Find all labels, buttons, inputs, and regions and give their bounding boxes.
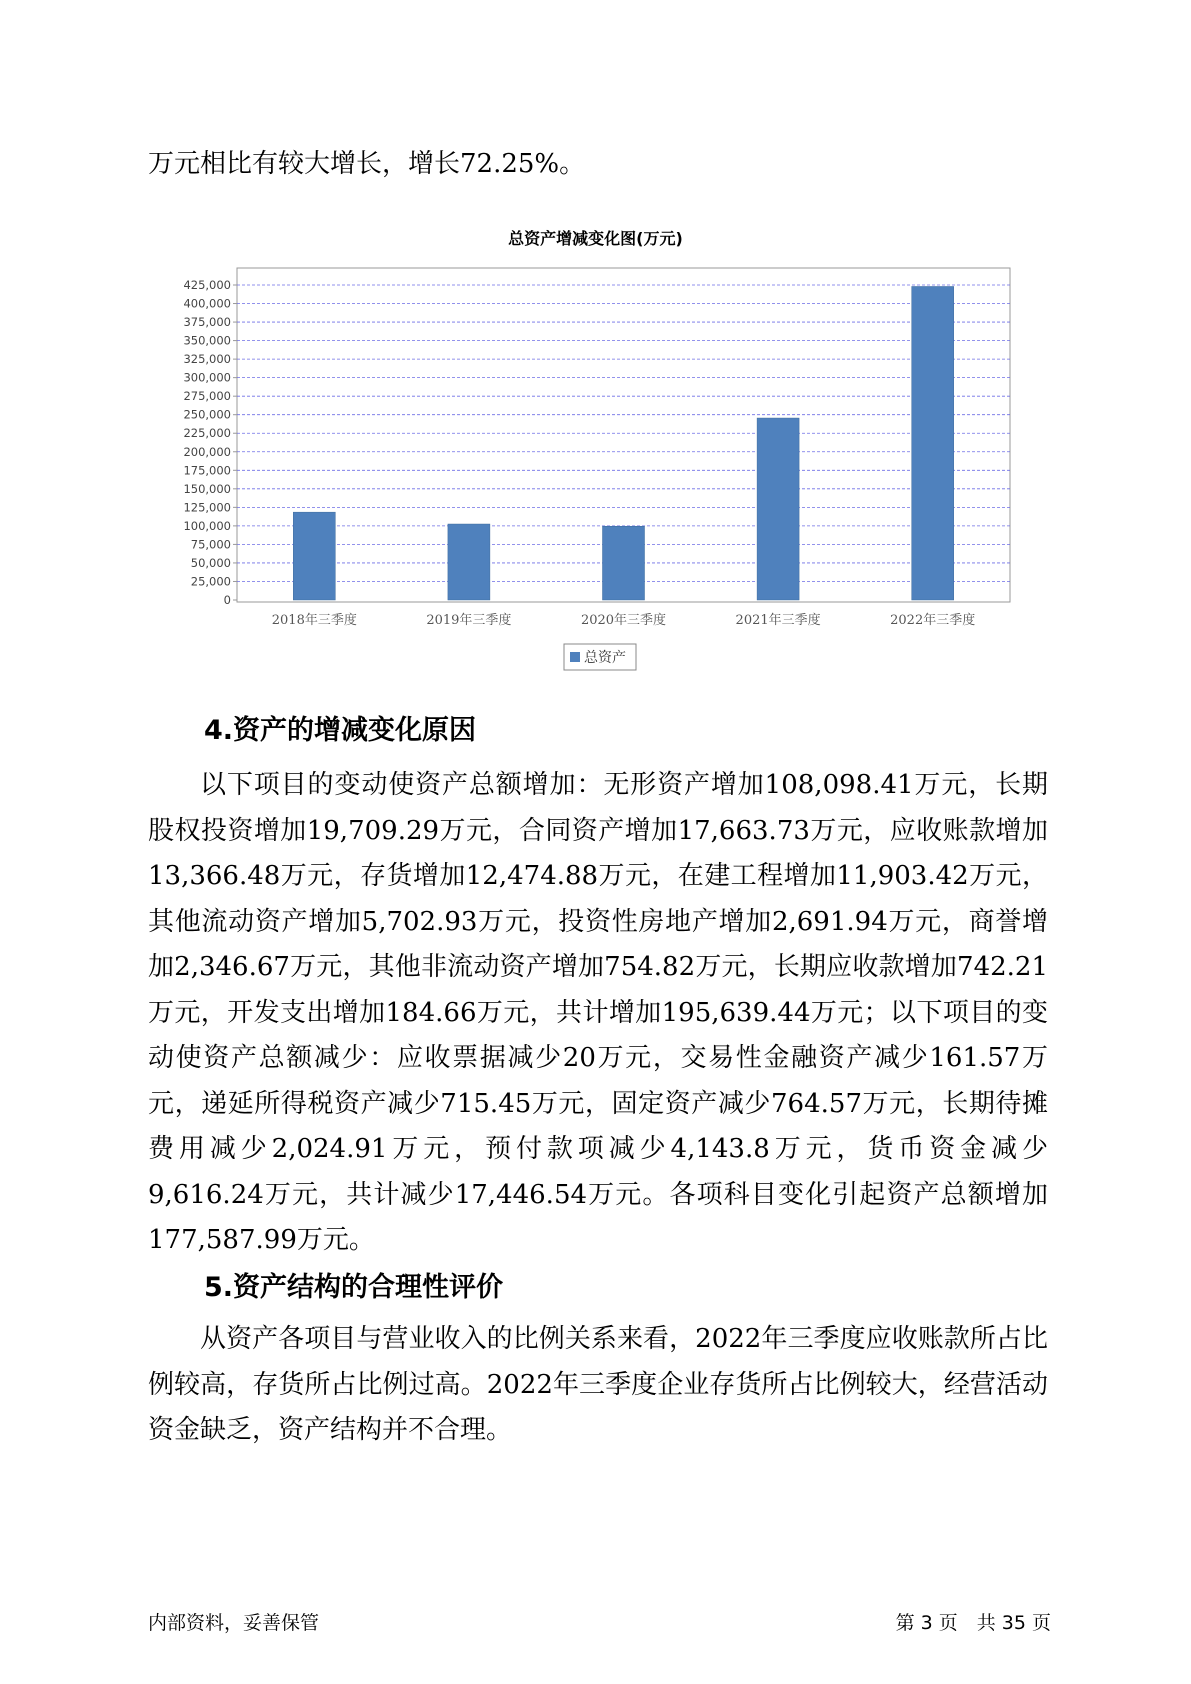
y-tick-label: 275,000 <box>183 389 231 404</box>
y-tick-label: 100,000 <box>183 518 231 533</box>
y-tick-label: 0 <box>223 593 231 607</box>
x-tick-label: 2019年三季度 <box>426 613 512 628</box>
y-tick-label: 125,000 <box>183 500 231 515</box>
legend-label: 总资产 <box>584 650 626 666</box>
bar-chart <box>0 0 1191 700</box>
chart-title: 总资产增减变化图(万元) <box>508 229 683 248</box>
section-4-body: 以下项目的变动使资产总额增加：无形资产增加108,098.41万元，长期股权投资增加19,709.29万元，合同资产增加17,663.73万元，应收账款增加13,366.48万元，存货增加12,474.88万元，在建工程增加11,903.42万元，其他流动资产增加5,702.93万元，投资性房地产增加2,691.94万元，商誉增加2,346.67万元，其他非流动资产增加754.82万元，长期应收款增加742.21万元，开发支出增加184.66万元，共计增加195,639.44万元；以下项目的变动使资产总额减少：应收票据减少20万元，交易性金融资产减少161.57万元，递延所得税资产减少715.45万元，固定资产减少764.57万元，长期待摊费用减少2,024.91万元，预付款项减少4,143.8万元，货币资金减少9,616.24万元，共计减少17,446.54万元。各项科目变化引起资产总额增加177,587.99万元。 <box>148 770 1048 1255</box>
x-tick-label: 2018年三季度 <box>271 613 357 628</box>
section-4-heading: 4.资产的增减变化原因 <box>204 715 477 746</box>
section-5-heading: 5.资产结构的合理性评价 <box>204 1272 504 1303</box>
bar <box>603 526 645 600</box>
bar <box>293 512 335 600</box>
section-5-body: 从资产各项目与营业收入的比例关系来看，2022年三季度应收账款所占比例较高，存货所占比例过高。2022年三季度企业存货所占比例较大，经营活动资金缺乏，资产结构并不合理。 <box>148 1324 1048 1445</box>
y-tick-label: 250,000 <box>183 407 231 422</box>
y-tick-label: 350,000 <box>183 333 231 348</box>
x-tick-label: 2021年三季度 <box>735 613 821 628</box>
legend-swatch <box>570 652 580 662</box>
y-tick-label: 425,000 <box>183 278 231 292</box>
y-tick-label: 300,000 <box>183 370 231 385</box>
x-tick-label: 2022年三季度 <box>890 613 976 628</box>
x-tick-label: 2020年三季度 <box>580 613 667 628</box>
y-tick-label: 325,000 <box>183 352 231 367</box>
y-tick-label: 175,000 <box>183 463 231 478</box>
y-tick-label: 400,000 <box>183 296 231 311</box>
y-tick-label: 225,000 <box>183 426 231 441</box>
bar <box>912 286 954 600</box>
y-tick-label: 150,000 <box>183 481 231 496</box>
y-tick-label: 50,000 <box>190 555 231 570</box>
footer-confidential: 内部资料，妥善保管 <box>148 1612 320 1634</box>
y-tick-label: 75,000 <box>190 537 231 552</box>
y-tick-label: 25,000 <box>190 574 231 589</box>
y-tick-label: 200,000 <box>183 444 231 459</box>
bar <box>448 524 490 600</box>
y-tick-label: 375,000 <box>183 315 231 330</box>
bar <box>757 418 799 600</box>
footer-page-number: 第 3 页 共 35 页 <box>895 1612 1051 1634</box>
intro-line: 万元相比有较大增长，增长72.25%。 <box>148 149 586 179</box>
